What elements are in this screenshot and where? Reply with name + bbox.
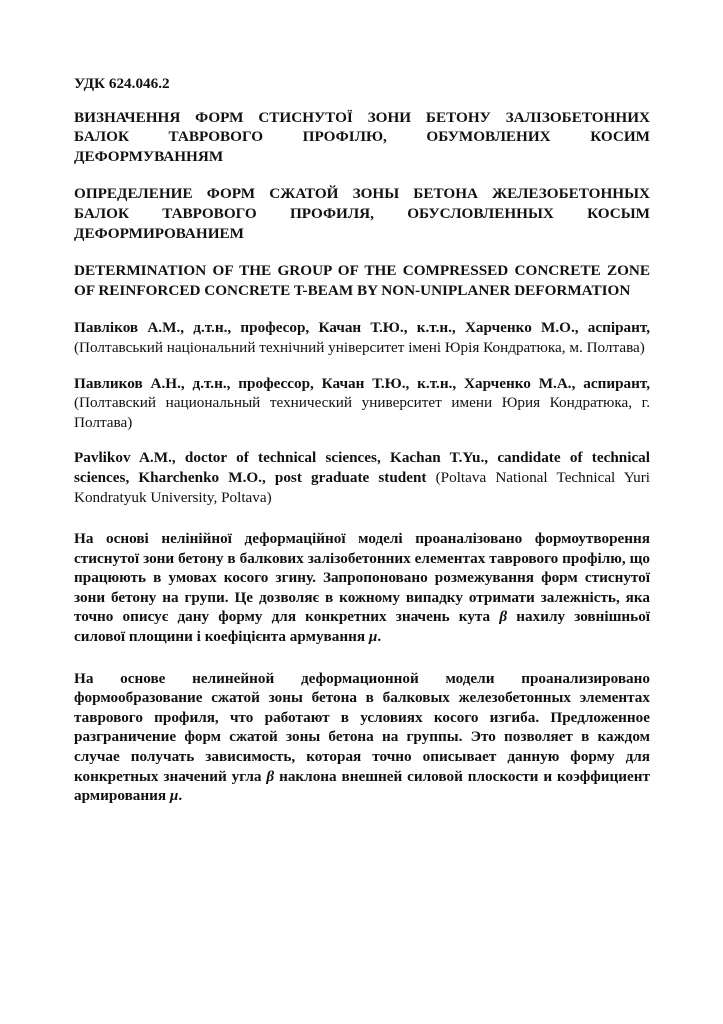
abstract-text: На основі нелінійної деформаційної моделі проаналізовано формоутворення стиснутої зони бетону в балкових залізобетонних елементах таврового профілю, що працюють в умовах косого згину. Запропоновано розмежування форм стиснутої зони бетону на групи. Це дозволяє в кожному випадку отримати залежність, яка точно описує дану форму для конкретних значень кута: [74, 530, 650, 626]
author-names: Pavlikov A.M., doctor of technical sciences, Kachan T.Yu., candidate of technical sciences, Kharchenko M.O., post graduate student: [74, 449, 650, 486]
abstract-text: наклона внешней силовой плоскости и коэффициент армирования: [74, 767, 650, 805]
abstract-text: На основе нелинейной деформационной модели проанализировано формообразование сжатой зоны бетона в балковых железобетонных элементах таврового профиля, что работают в условиях косого изгиба. Предложенное разграничение форм сжатой зоны бетона на группы. Это позволяет в каждом случае получать зависимость, которая точно описывает данную форму для конкретных значений угла: [74, 669, 650, 785]
document-page: [74, 74, 650, 828]
authors-english: [74, 448, 650, 507]
beta-symbol: β: [266, 767, 275, 785]
abstract-text: нахилу зовнішньої силової площини і коефіцієнта армування: [74, 608, 651, 646]
authors-russian: [74, 374, 650, 433]
title-russian: ОПРЕДЕЛЕНИЕ ФОРМ СЖАТОЙ ЗОНЫ БЕТОНА ЖЕЛЕЗОБЕТОННЫХ БАЛОК ТАВРОВОГО ПРОФИЛЯ, ОБУСЛОВЛЕННЫХ КОСЫМ ДЕФОРМИРОВАНИЕМ: [74, 185, 650, 242]
title-english: DETERMINATION OF THE GROUP OF THE COMPRESSED CONCRETE ZONE OF REINFORCED CONCRETE T-BEAM BY NON-UNIPLANER DEFORMATION: [74, 262, 650, 299]
author-names: Павликов А.Н., д.т.н., профессор, Качан Т.Ю., к.т.н., Харченко М.А., аспирант,: [74, 374, 650, 392]
abstract-end: .: [178, 787, 183, 805]
author-names: Павліков А.М., д.т.н., професор, Качан Т.Ю., к.т.н., Харченко М.О., аспірант,: [74, 319, 650, 337]
author-affiliation: (Полтавский национальный технический университет имени Юрия Кондратюка, г. Полтава): [74, 394, 650, 431]
mu-symbol: μ: [169, 787, 179, 805]
title-ukrainian: ВИЗНАЧЕННЯ ФОРМ СТИСНУТОЇ ЗОНИ БЕТОНУ ЗАЛІЗОБЕТОННИХ БАЛОК ТАВРОВОГО ПРОФІЛЮ, ОБУМОВЛЕНИХ КОСИМ ДЕФОРМУВАННЯМ: [74, 108, 650, 165]
authors-ukrainian: [74, 318, 650, 357]
beta-symbol: β: [499, 608, 508, 626]
abstract-end: .: [377, 628, 382, 646]
author-affiliation: (Poltava National Technical Yuri Kondratyuk University, Poltava): [74, 468, 650, 506]
author-affiliation: (Полтавський національний технічний університет імені Юрія Кондратюка, м. Полтава): [74, 338, 645, 356]
abstract-ukrainian: [74, 529, 650, 647]
udk-code: УДК 624.046.2: [74, 75, 170, 92]
mu-symbol: μ: [368, 628, 378, 646]
abstract-russian: [74, 669, 650, 806]
